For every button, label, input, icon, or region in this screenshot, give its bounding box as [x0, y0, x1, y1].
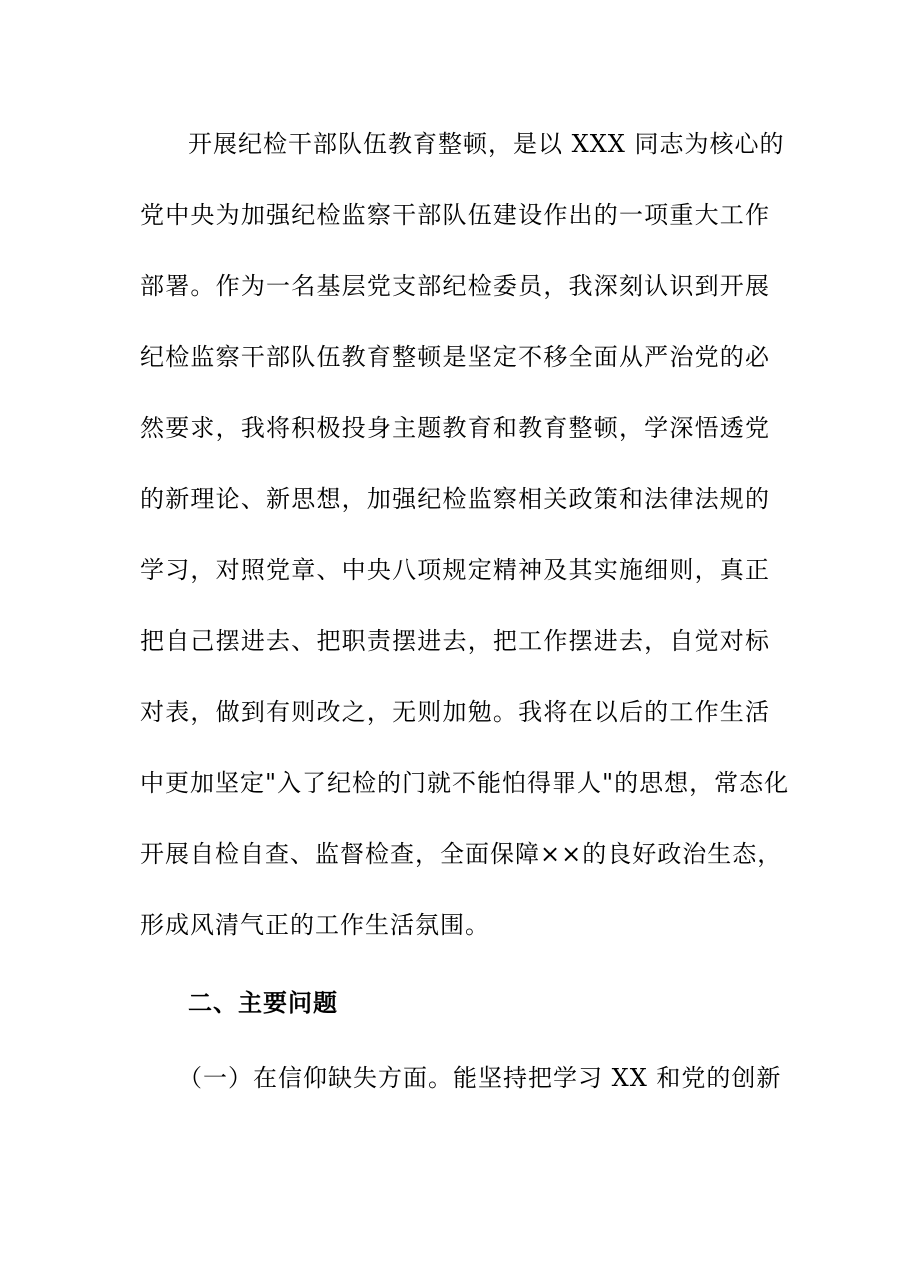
paragraph-1-line-8: 把自己摆进去、把职责摆进去，把工作摆进去，自觉对标 — [140, 627, 770, 655]
paragraph-1-line-3: 部署。作为一名基层党支部纪检委员，我深刻认识到开展 — [140, 272, 770, 300]
paragraph-1-line-7: 学习，对照党章、中央八项规定精神及其实施细则，真正 — [140, 556, 770, 584]
paragraph-2-line-1: （一）在信仰缺失方面。能坚持把学习 XX 和党的创新 — [178, 1064, 782, 1092]
paragraph-1-line-10: 中更加坚定"入了纪检的门就不能怕得罪人"的思想，常态化 — [140, 769, 790, 797]
section-heading: 二、主要问题 — [188, 989, 338, 1017]
paragraph-1-line-4: 纪检监察干部队伍教育整顿是坚定不移全面从严治党的必 — [140, 343, 770, 371]
paragraph-1-line-2: 党中央为加强纪检监察干部队伍建设作出的一项重大工作 — [140, 201, 770, 229]
paragraph-1-line-5: 然要求，我将积极投身主题教育和教育整顿，学深悟透党 — [140, 414, 770, 442]
paragraph-1-line-11: 开展自检自查、监督检查，全面保障××的良好政治生态， — [140, 840, 783, 868]
paragraph-1-line-9: 对表，做到有则改之，无则加勉。我将在以后的工作生活 — [140, 698, 770, 726]
paragraph-1-line-6: 的新理论、新思想，加强纪检监察相关政策和法律法规的 — [140, 485, 770, 513]
paragraph-1-line-1: 开展纪检干部队伍教育整顿，是以 XXX 同志为核心的 — [188, 130, 785, 158]
paragraph-1-line-12: 形成风清气正的工作生活氛围。 — [140, 911, 490, 939]
